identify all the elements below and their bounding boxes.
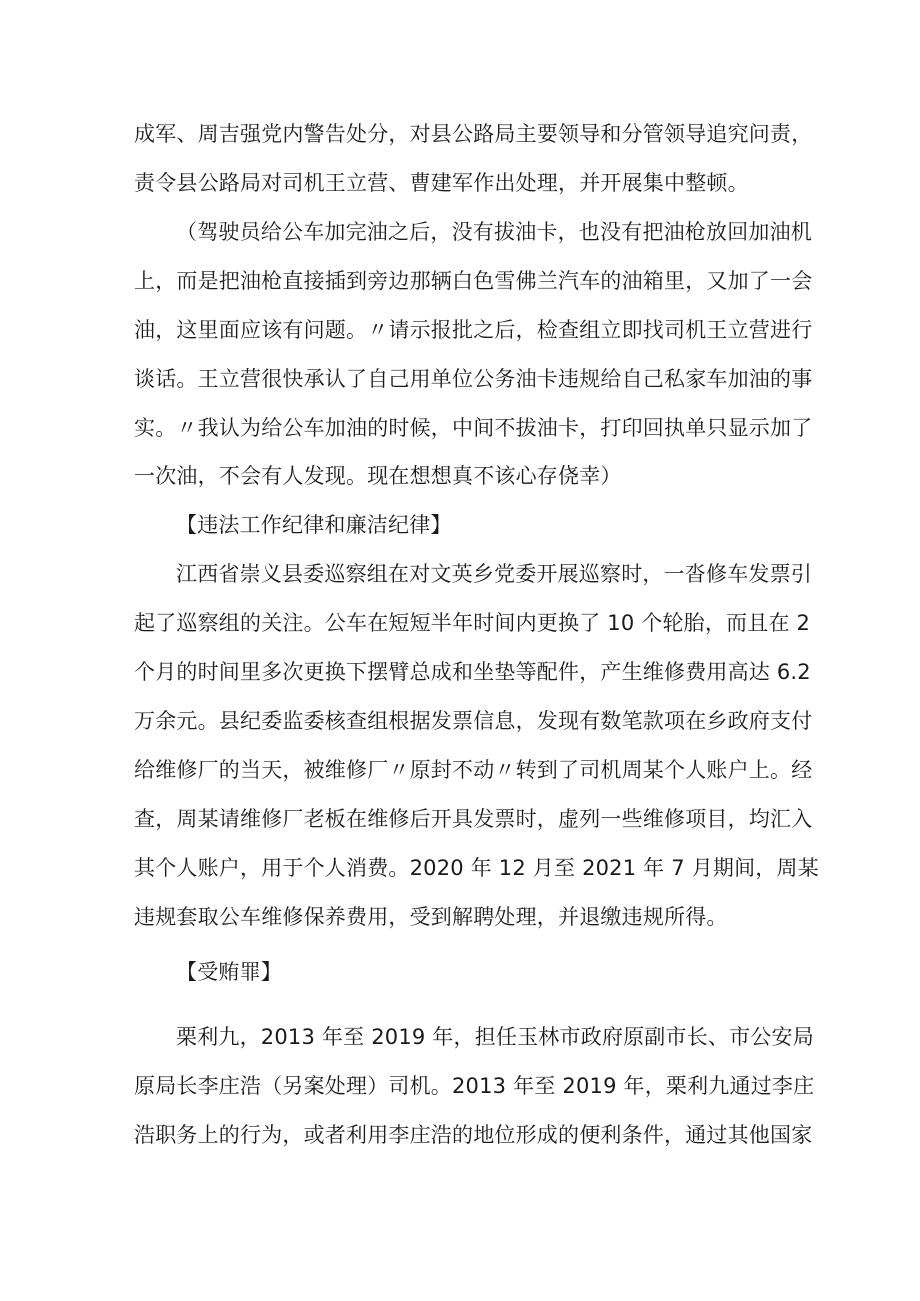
heading-work-discipline: 【违法工作纪律和廉洁纪律】 <box>176 513 452 537</box>
paragraph-fuel-card-case-line-3: 油，这里面应该有问题。〃请示报批之后，检查组立即找司机王立营进行 <box>134 318 813 342</box>
paragraph-repair-invoice-case-line-7: 其个人账户，用于个人消费。2020 年 12 月至 2021 年 7 月期间，周某 <box>134 856 819 880</box>
paragraph-repair-invoice-case-line-4: 万余元。县纪委监委核查组根据发票信息，发现有数笔款项在乡政府支付 <box>134 709 813 733</box>
paragraph-penalty-result-line-1: 成军、周吉强党内警告处分，对县公路局主要领导和分管领导追究问责， <box>134 122 813 146</box>
paragraph-fuel-card-case-line-5: 实。〃我认为给公车加油的时候，中间不拔油卡，打印回执单只显示加了 <box>134 416 813 440</box>
paragraph-fuel-card-case-line-6: 一次油，不会有人发现。现在想想真不该心存侥幸） <box>134 464 622 488</box>
paragraph-repair-invoice-case-line-5: 给维修厂的当天，被维修厂〃原封不动〃转到了司机周某个人账户上。经 <box>134 758 813 782</box>
paragraph-repair-invoice-case-line-6: 查，周某请维修厂老板在维修后开具发票时，虚列一些维修项目，均汇入 <box>134 807 813 831</box>
paragraph-fuel-card-case-line-2: 上，而是把油枪直接插到旁边那辆白色雪佛兰汽车的油箱里，又加了一会 <box>134 269 813 293</box>
paragraph-bribery-case-line-3: 浩职务上的行为，或者利用李庄浩的地位形成的便利条件，通过其他国家 <box>134 1123 813 1147</box>
paragraph-bribery-case-line-2: 原局长李庄浩（另案处理）司机。2013 年至 2019 年，栗利九通过李庄 <box>134 1074 815 1098</box>
paragraph-fuel-card-case-line-4: 谈话。王立营很快承认了自己用单位公务油卡违规给自己私家车加油的事 <box>134 367 813 391</box>
paragraph-repair-invoice-case-line-1: 江西省崇义县委巡察组在对文英乡党委开展巡察时，一沓修车发票引 <box>176 562 812 586</box>
paragraph-penalty-result-line-2: 责令县公路局对司机王立营、曹建军作出处理，并开展集中整顿。 <box>134 171 749 195</box>
paragraph-repair-invoice-case-line-8: 违规套取公车维修保养费用，受到解聘处理，并退缴违规所得。 <box>134 905 728 929</box>
paragraph-fuel-card-case-line-1: （驾驶员给公车加完油之后，没有拔油卡，也没有把油枪放回加油机 <box>176 220 812 244</box>
paragraph-repair-invoice-case-line-3: 个月的时间里多次更换下摆臂总成和坐垫等配件，产生维修费用高达 6.2 <box>134 660 811 684</box>
heading-bribery: 【受贿罪】 <box>176 960 282 984</box>
paragraph-repair-invoice-case-line-2: 起了巡察组的关注。公车在短短半年时间内更换了 10 个轮胎，而且在 2 <box>134 611 811 635</box>
paragraph-bribery-case-line-1: 栗利九，2013 年至 2019 年，担任玉林市政府原副市长、市公安局 <box>176 1025 814 1049</box>
